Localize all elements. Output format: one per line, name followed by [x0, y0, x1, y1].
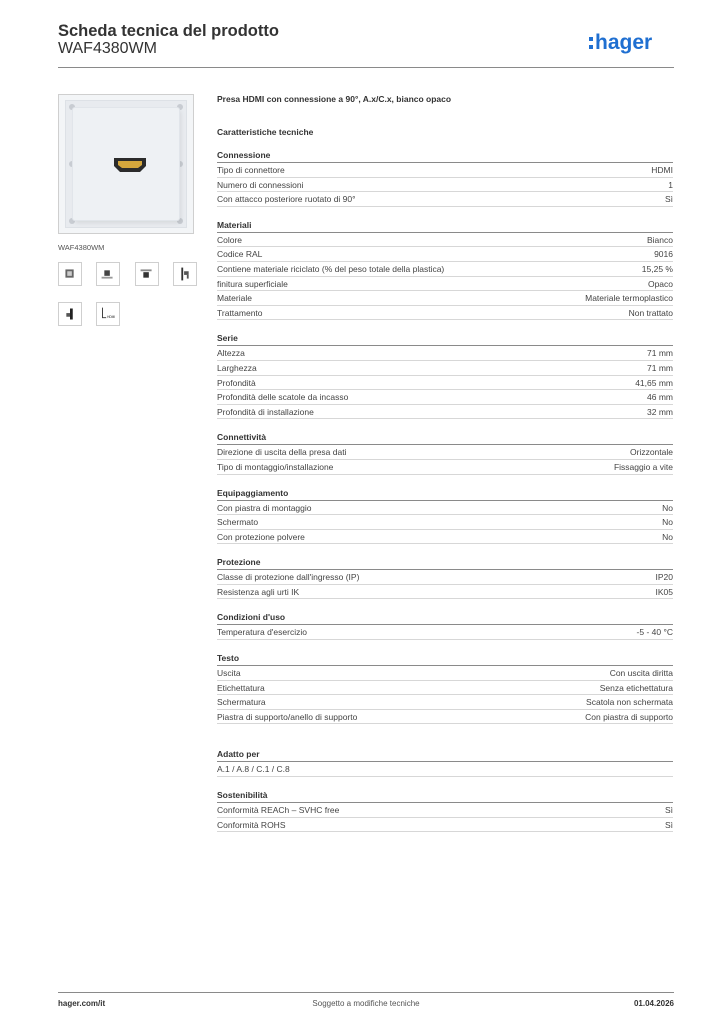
group-title: Materiali: [217, 219, 673, 233]
spec-value: Sì: [664, 819, 673, 830]
spec-row: [217, 460, 673, 475]
spec-value: 41,65 mm: [635, 377, 673, 388]
spec-label: Numero di connessioni: [217, 179, 304, 190]
hdmi-socket-icon: [112, 156, 148, 174]
spec-row: [217, 625, 673, 640]
spec-row: [217, 445, 673, 460]
cover-plate: [73, 108, 179, 220]
spec-label: Conformità REACh – SVHC free: [217, 805, 340, 816]
image-caption: WAF4380WM: [58, 243, 105, 252]
spec-value: Bianco: [647, 234, 673, 245]
group-title: Equipaggiamento: [217, 487, 673, 501]
spec-label: Trattamento: [217, 307, 263, 318]
spec-label: Etichettatura: [217, 682, 265, 693]
spec-value: Con piastra di supporto: [585, 711, 673, 722]
spec-label: finitura superficiale: [217, 278, 288, 289]
product-code-heading: WAF4380WM: [58, 40, 157, 57]
spec-value: No: [662, 502, 673, 513]
spec-label: Con piastra di montaggio: [217, 502, 312, 513]
logo-text: hager: [595, 31, 653, 54]
screw-terminal-icon: [173, 262, 197, 286]
page-title: Scheda tecnica del prodotto: [58, 22, 279, 40]
spec-value: Scatola non schermata: [586, 697, 673, 708]
spec-group: [217, 556, 673, 599]
spec-value: Orizzontale: [630, 447, 673, 458]
spec-label: Larghezza: [217, 362, 257, 373]
spec-label: Materiale: [217, 293, 252, 304]
technical-data: [217, 94, 673, 832]
spec-label: Schermatura: [217, 697, 266, 708]
spec-row: [217, 306, 673, 321]
spec-value: IP20: [655, 572, 673, 583]
flush-mount-icon: [58, 262, 82, 286]
spec-value: 1: [668, 179, 673, 190]
spec-value: HDMI: [651, 165, 673, 175]
spec-row: [217, 233, 673, 248]
spec-value: Senza etichettatura: [599, 682, 673, 693]
spec-label: Schermato: [217, 517, 259, 528]
spec-label: Contiene materiale riciclato (% del peso totale della plastica): [217, 263, 445, 274]
spec-value: Sì: [664, 805, 673, 816]
page-footer: [58, 992, 674, 1012]
spec-row: [217, 376, 673, 391]
group-title: Serie: [217, 332, 673, 346]
spec-value: No: [662, 517, 673, 528]
spec-group: [217, 611, 673, 640]
spec-row: [217, 163, 673, 178]
spec-value: 32 mm: [647, 406, 673, 417]
spec-row: [217, 501, 673, 516]
spec-label: Uscita: [217, 668, 241, 679]
spec-value: Fissaggio a vite: [613, 461, 673, 472]
spec-value: 9016: [654, 249, 673, 260]
spec-row: [217, 405, 673, 420]
spec-row: [217, 710, 673, 725]
spec-row: [217, 192, 673, 207]
spec-label: Profondità di installazione: [217, 406, 314, 417]
product-image-panel: [58, 94, 194, 252]
svg-text:HDMI: HDMI: [107, 315, 116, 320]
spec-label: Altezza: [217, 348, 245, 359]
spec-label: Tipo di connettore: [217, 165, 285, 175]
spec-group: [217, 652, 673, 724]
spec-label: Resistenza agli urti IK: [217, 586, 300, 597]
spec-value: -5 - 40 °C: [636, 627, 673, 638]
group-title: Condizioni d'uso: [217, 611, 673, 625]
hager-logo: [588, 28, 672, 56]
spec-row: [217, 346, 673, 361]
spec-row: [217, 361, 673, 376]
spec-value: IK05: [655, 586, 673, 597]
group-title: Protezione: [217, 556, 673, 570]
surface-mount-icon: [96, 262, 120, 286]
product-image: [58, 94, 194, 234]
suitable-for-value: A.1 / A.8 / C.1 / C.8: [217, 762, 673, 777]
spec-value: Non trattato: [628, 307, 673, 318]
spec-group: [217, 431, 673, 474]
spec-label: Codice RAL: [217, 249, 263, 260]
spec-label: Piastra di supporto/anello di supporto: [217, 711, 358, 722]
footer-date: 01.04.2026: [633, 999, 674, 1008]
spec-row: [217, 695, 673, 710]
spec-label: Tipo di montaggio/installazione: [217, 461, 334, 472]
spec-group: [217, 487, 673, 545]
spec-label: Profondità delle scatole da incasso: [217, 392, 349, 403]
group-title: Adatto per: [217, 748, 673, 762]
spec-row: [217, 247, 673, 262]
spec-label: Profondità: [217, 377, 256, 388]
spec-groups: [217, 149, 673, 724]
footer-notice: Soggetto a modifiche tecniche: [312, 999, 420, 1008]
spec-value: 15,25 %: [641, 263, 673, 274]
spec-row: [217, 291, 673, 306]
spec-value: No: [662, 531, 673, 542]
spec-row: [217, 818, 673, 833]
spec-row: [217, 390, 673, 405]
spec-row: [217, 666, 673, 681]
spec-value: Con uscita diritta: [609, 668, 673, 679]
spec-label: Classe di protezione dall'ingresso (IP): [217, 572, 360, 583]
spec-label: Con attacco posteriore ruotato di 90°: [217, 194, 356, 205]
group-title: Connettività: [217, 431, 673, 445]
page-header: [58, 22, 674, 68]
group-title: Connessione: [217, 149, 673, 163]
spec-row: [217, 570, 673, 585]
spec-value: 71 mm: [647, 348, 673, 359]
spec-value: Materiale termoplastico: [585, 293, 673, 304]
spec-label: Con protezione polvere: [217, 531, 305, 542]
product-description: Presa HDMI con connessione a 90°, A.x/C.x, bianco opaco: [217, 94, 452, 104]
spec-row: [217, 277, 673, 292]
spec-label: Direzione di uscita della presa dati: [217, 447, 347, 458]
spec-group: [217, 149, 673, 207]
spec-row: [217, 585, 673, 600]
connector-icon: [58, 302, 82, 326]
spec-row: [217, 515, 673, 530]
spec-value: Sì: [664, 194, 673, 205]
section-caption: Caratteristiche tecniche: [217, 127, 314, 137]
spec-group: [217, 332, 673, 419]
frame-icon: [135, 262, 159, 286]
spec-row: [217, 681, 673, 696]
spec-value: 71 mm: [647, 362, 673, 373]
group-title: Testo: [217, 652, 673, 666]
spec-label: Conformità ROHS: [217, 819, 286, 830]
spec-row: [217, 178, 673, 193]
group-title: Sostenibilità: [217, 789, 673, 803]
spec-row: [217, 530, 673, 545]
spec-row: [217, 803, 673, 818]
footer-website-link[interactable]: hager.com/it: [58, 999, 106, 1008]
suitable-for-section: [217, 748, 673, 777]
sustainability-section: [217, 789, 673, 832]
spec-label: Colore: [217, 234, 243, 245]
spec-group: [217, 219, 673, 321]
hdmi-label-icon: [96, 302, 120, 326]
spec-value: Opaco: [647, 278, 673, 289]
spec-row: [217, 262, 673, 277]
spec-value: 46 mm: [647, 392, 673, 403]
spec-label: Temperatura d'esercizio: [217, 627, 307, 638]
